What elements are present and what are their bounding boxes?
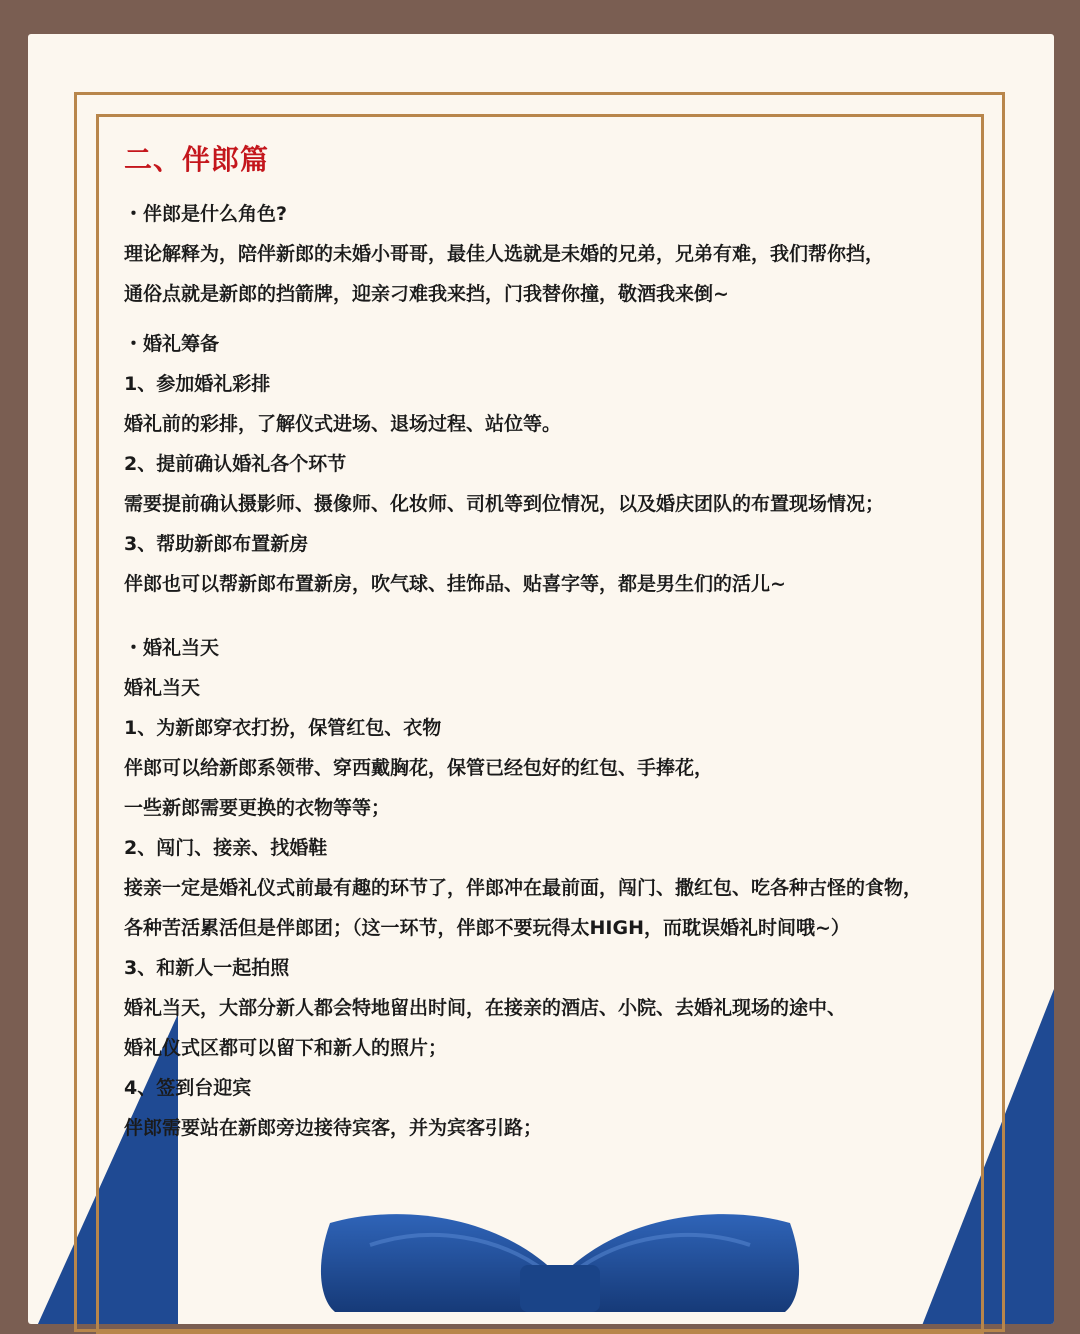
text-line: 1、为新郎穿衣打扮，保管红包、衣物 (124, 717, 442, 739)
text-line: 3、帮助新郎布置新房 (124, 533, 309, 555)
text-line: 理论解释为，陪伴新郎的未婚小哥哥，最佳人选就是未婚的兄弟，兄弟有难，我们帮你挡， (124, 243, 885, 265)
text-line: 3、和新人一起拍照 (124, 957, 290, 979)
text-line: 2、提前确认婚礼各个环节 (124, 453, 347, 475)
text-line: ・伴郎是什么角色? (124, 203, 288, 225)
text-line: 接亲一定是婚礼仪式前最有趣的环节了，伴郎冲在最前面，闯门、撒红包、吃各种古怪的食物， (124, 877, 923, 899)
section-gap (124, 314, 964, 324)
text-line: 1、参加婚礼彩排 (124, 373, 271, 395)
text-line: 婚礼仪式区都可以留下和新人的照片； (124, 1037, 448, 1059)
text-line: 4、签到台迎宾 (124, 1077, 252, 1099)
text-line: 婚礼当天 (124, 677, 201, 699)
text-line: 伴郎也可以帮新郎布置新房，吹气球、挂饰品、贴喜字等，都是男生们的活儿~ (124, 573, 786, 595)
text-line: 通俗点就是新郎的挡箭牌，迎亲刁难我来挡，门我替你撞，敬酒我来倒~ (124, 283, 729, 305)
text-line: ・婚礼筹备 (124, 333, 220, 355)
text-line: 婚礼当天，大部分新人都会特地留出时间，在接亲的酒店、小院、去婚礼现场的途中、 (124, 997, 847, 1019)
content-lines (124, 194, 964, 1148)
text-line: 伴郎需要站在新郎旁边接待宾客，并为宾客引路； (124, 1117, 543, 1139)
section-title: 二、伴郎篇 (124, 143, 270, 176)
text-line: 婚礼前的彩排，了解仪式进场、退场过程、站位等。 (124, 413, 562, 435)
text-line: 2、闯门、接亲、找婚鞋 (124, 837, 328, 859)
blue-ribbon-bow (310, 1205, 810, 1312)
article-content (124, 140, 964, 1148)
text-line: 需要提前确认摄影师、摄像师、化妆师、司机等到位情况，以及婚庆团队的布置现场情况； (124, 493, 885, 515)
text-line: 一些新郎需要更换的衣物等等； (124, 797, 391, 819)
text-line: ・婚礼当天 (124, 637, 220, 659)
section-gap (124, 604, 964, 628)
text-line: 伴郎可以给新郎系领带、穿西戴胸花，保管已经包好的红包、手捧花， (124, 757, 714, 779)
text-line: 各种苦活累活但是伴郎团；（这一环节，伴郎不要玩得太HIGH，而耽误婚礼时间哦~） (124, 917, 850, 939)
